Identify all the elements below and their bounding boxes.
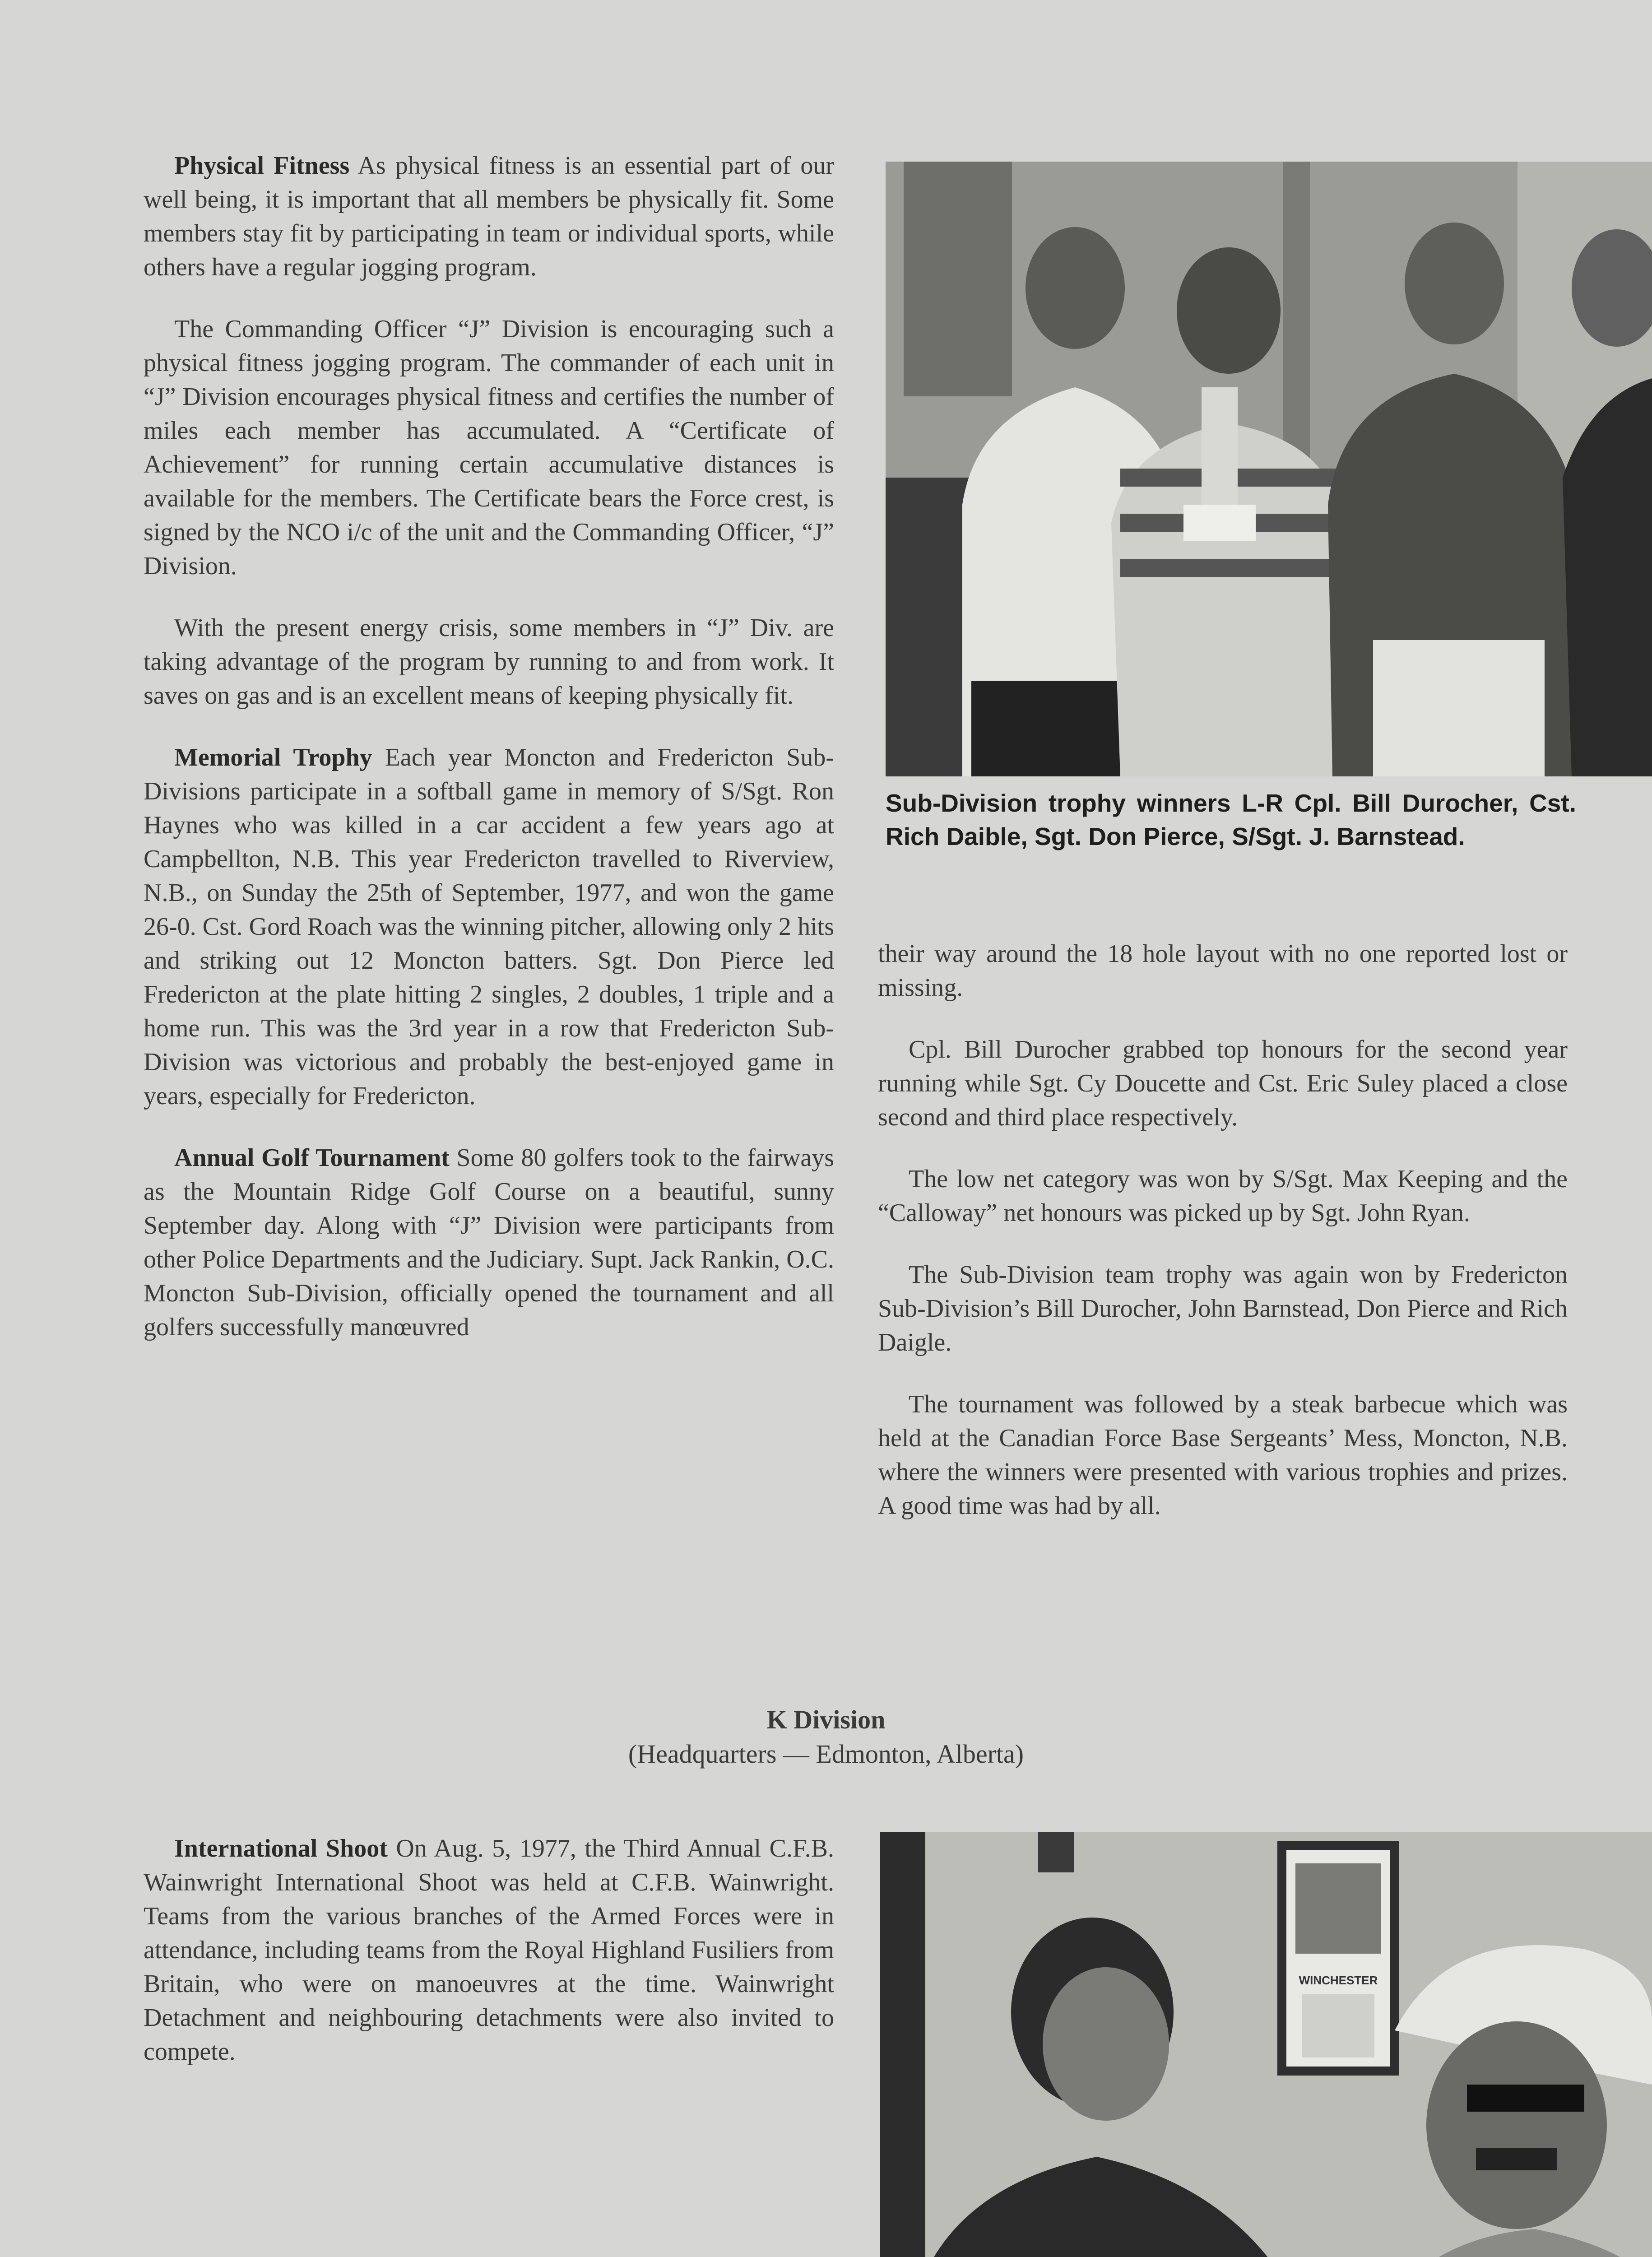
paragraph-text: As physical fitness is an essential part of our well being, it is important that all members be physically fit. Some members stay fit by participating in team or individual sports, while others have a regular jogging program. — [144, 152, 834, 281]
paragraph-memorial-trophy — [144, 741, 834, 1113]
paragraph-text: With the present energy crisis, some members in “J” Div. are taking advantage of the program by running to and from work. It saves on gas and is an excellent means of keeping physically fit. — [144, 614, 834, 710]
section-heading — [0, 1703, 1652, 1771]
paragraph-text: Cpl. Bill Durocher grabbed top honours for the second year running while Sgt. Cy Doucette and Cst. Eric Suley placed a close second and third place respectively. — [878, 1036, 1568, 1131]
bottom-left-text-column — [144, 1832, 834, 2097]
paragraph-team-trophy — [878, 1258, 1568, 1360]
section-title: K Division — [766, 1705, 886, 1734]
paragraph-golf-continued — [878, 937, 1568, 1005]
paragraph-physical-fitness — [144, 149, 834, 284]
trophy-winners-photo — [886, 162, 1652, 776]
run-in-heading: Physical Fitness — [174, 152, 350, 180]
paragraph-low-net — [878, 1162, 1568, 1230]
paragraph-golf-tournament — [144, 1141, 834, 1344]
trophy-winners-photo-drawing — [886, 162, 1652, 776]
run-in-heading: Memorial Trophy — [174, 743, 372, 771]
run-in-heading: Annual Golf Tournament — [174, 1144, 450, 1172]
slingshot-presentation-photo-drawing — [880, 1832, 1652, 2257]
slingshot-caption — [147, 2254, 832, 2257]
paragraph-text: The tournament was followed by a steak barbecue which was held at the Canadian Force Base Sergeants’ Mess, Moncton, N.B. where the winners were presented with various trophies and prizes. A good time was had by all. — [878, 1390, 1568, 1520]
left-text-column — [144, 149, 834, 1372]
trophy-winners-caption: Sub-Division trophy winners L-R Cpl. Bill Durocher, Cst. Rich Daible, Sgt. Don Pierce, S/Sgt. J. Barnstead. — [886, 789, 1576, 850]
paragraph-energy-crisis — [144, 611, 834, 713]
paragraph-text: Some 80 golfers took to the fairways as the Mountain Ridge Golf Course on a beautiful, sunny September day. Along with “J” Division were participants from other Police Departments and the Judiciary. Supt. Jack Rankin, O.C. Moncton Sub-Division, officially opened the tournament and all golfers successfully manœuvred — [144, 1144, 834, 1341]
calendar-brand-label: WINCHESTER — [1299, 1974, 1378, 1987]
paragraph-text: their way around the 18 hole layout with no one reported lost or missing. — [878, 940, 1568, 1002]
slingshot-presentation-photo — [880, 1832, 1652, 2257]
section-subtitle: (Headquarters — Edmonton, Alberta) — [628, 1739, 1024, 1769]
run-in-heading: International Shoot — [174, 1834, 388, 1862]
paragraph-text: Each year Moncton and Fredericton Sub-Divisions participate in a softball game in memory of S/Sgt. Ron Haynes who was killed in a car accident a few years ago at Campbellton, N.B. This year Fredericton travelled to Riverview, N.B., on Sunday the 25th of September, 1977, and won the game 26-0. Cst. Gord Roach was the winning pitcher, allowing only 2 hits and striking out 12 Moncton batters. Sgt. Don Pierce led Fredericton at the plate hitting 2 singles, 2 doubles, 1 triple and a home run. This was the 3rd year in a row that Fredericton Sub-Division was victorious and probably the best-enjoyed game in years, especially for Fredericton. — [144, 743, 834, 1110]
paragraph-barbecue — [878, 1388, 1568, 1523]
paragraph-commanding-officer — [144, 312, 834, 583]
paragraph-text: The Commanding Officer “J” Division is encouraging such a physical fitness jogging program. The commander of each unit in “J” Division encourages physical fitness and certifies the number of miles each member has accumulated. A “Certificate of Achievement” for running certain accumulative distances is available for the members. The Certificate bears the Force crest, is signed by the NCO i/c of the unit and the Commanding Officer, “J” Division. — [144, 315, 834, 580]
paragraph-text: The low net category was won by S/Sgt. Max Keeping and the “Calloway” net honours was picked up by Sgt. John Ryan. — [878, 1165, 1568, 1227]
paragraph-text: The Sub-Division team trophy was again won by Fredericton Sub-Division’s Bill Durocher, John Barnstead, Don Pierce and Rich Daigle. — [878, 1261, 1568, 1356]
paragraph-international-shoot — [144, 1832, 834, 2069]
right-text-column — [878, 937, 1568, 1551]
paragraph-durocher — [878, 1033, 1568, 1134]
paragraph-text: On Aug. 5, 1977, the Third Annual C.F.B. Wainwright International Shoot was held at C.F.B. Wainwright. Teams from the various branches of the Armed Forces were in attendance, including teams from the Royal Highland Fusiliers from Britain, who were on manoeuvres at the time. Wainwright Detachment and neighbouring detachments were also invited to compete. — [144, 1834, 834, 2066]
